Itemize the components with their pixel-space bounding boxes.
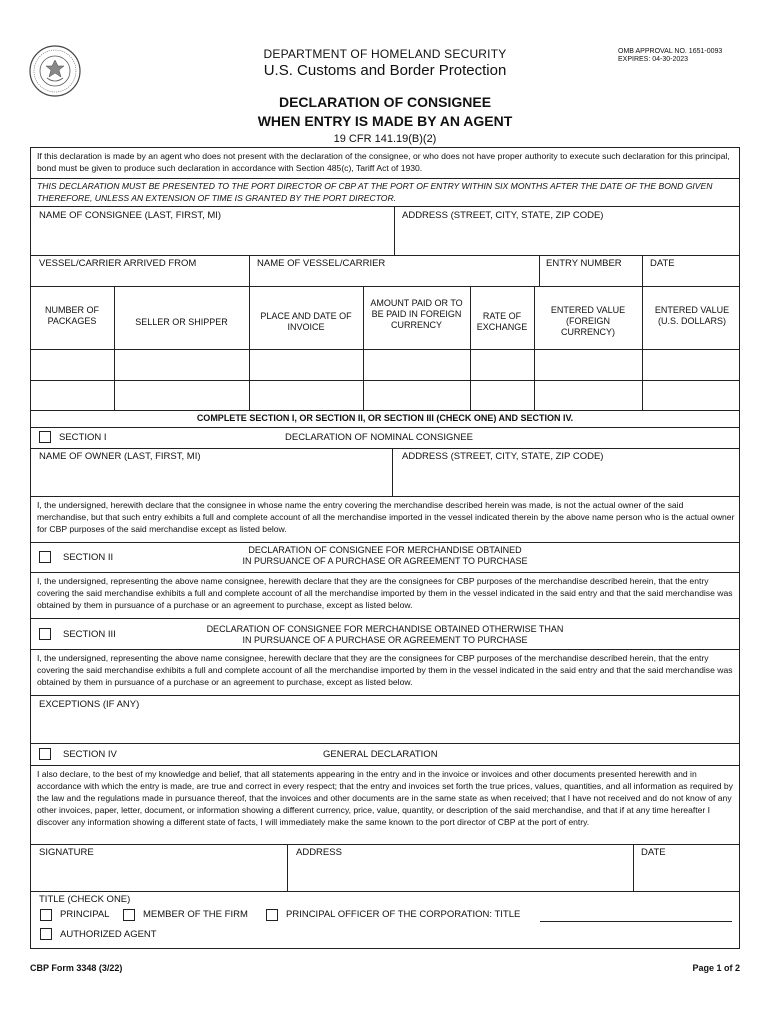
section-1-label: SECTION I bbox=[59, 432, 107, 443]
th-entered-foreign: ENTERED VALUE (FOREIGN CURRENCY) bbox=[550, 305, 626, 337]
officer-title-line[interactable] bbox=[540, 921, 732, 922]
section-2-text: I, the undersigned, representing the above name consignee, herewith declare that they are the consignees for CBP purposes of the merchandise described herein, that the entry covering the said merchandise exhibits a full and complete account of all the merchandise imported by them in the vessel indicated in the said entry and that the said merchandise was obtained by them in pursuance of a purchase or an agreement to purchase, except as listed below. bbox=[37, 576, 733, 610]
section-4-label: SECTION IV bbox=[63, 749, 117, 760]
department-name: DEPARTMENT OF HOMELAND SECURITY bbox=[263, 47, 507, 61]
section-3-label: SECTION III bbox=[63, 629, 116, 640]
section-2-title bbox=[180, 545, 590, 567]
intro-text: If this declaration is made by an agent who does not present with the declaration of the consignee, or who does not have proper authority to execute such declaration for this principal, bond must be given to produce such declaration in accordance with Section 485(c), Tariff Act of 1930. bbox=[37, 151, 730, 173]
th-packages: NUMBER OF PACKAGES bbox=[45, 305, 99, 326]
form-title-line1: DECLARATION OF CONSIGNEE bbox=[278, 94, 492, 110]
signature-date-label: DATE bbox=[641, 847, 666, 858]
declaration-form bbox=[30, 147, 740, 949]
title-check-label: TITLE (CHECK ONE) bbox=[39, 894, 131, 905]
principal-label: PRINCIPAL bbox=[60, 909, 110, 920]
agency-name: U.S. Customs and Border Protection bbox=[263, 62, 507, 79]
signature-input[interactable] bbox=[38, 859, 282, 887]
section-3-title-line1: DECLARATION OF CONSIGNEE FOR MERCHANDISE OBTAINED OTHERWISE THAN bbox=[206, 624, 564, 634]
consignee-address-label: ADDRESS (STREET, CITY, STATE, ZIP CODE) bbox=[402, 210, 604, 221]
consignee-name-input[interactable] bbox=[38, 222, 388, 252]
section-4-title: GENERAL DECLARATION bbox=[323, 749, 438, 760]
omb-expires: EXPIRES: 04-30-2023 bbox=[618, 56, 689, 63]
principal-checkbox[interactable] bbox=[40, 909, 52, 921]
section-2-label: SECTION II bbox=[63, 552, 114, 563]
section-3-text: I, the undersigned, representing the above name consignee, herewith declare that they are the consignees for CBP purposes of the merchandise described herein, that the entry covering the said merchandise exhibits a full and complete account of all the merchandise imported by them in the vessel indicated in the said entry and that the said merchandise was obtained by them in pursuance of a purchase or an agreement to purchase, except as listed below. bbox=[37, 653, 733, 687]
th-rate: RATE OF EXCHANGE bbox=[476, 311, 528, 332]
section-1-checkbox[interactable] bbox=[39, 431, 51, 443]
vessel-from-label: VESSEL/CARRIER ARRIVED FROM bbox=[39, 258, 197, 269]
authorized-agent-label: AUTHORIZED AGENT bbox=[60, 929, 157, 940]
cfr-reference: 19 CFR 141.19(B)(2) bbox=[333, 133, 437, 145]
section-3-title bbox=[155, 624, 615, 646]
section-2-checkbox[interactable] bbox=[39, 551, 51, 563]
section-3-title-line2: IN PURSUANCE OF A PURCHASE OR AGREEMENT TO PURCHASE bbox=[242, 635, 528, 645]
vessel-name-label: NAME OF VESSEL/CARRIER bbox=[257, 258, 386, 269]
section-1-text: I, the undersigned, herewith declare that the consignee in whose name the entry covering the merchandise described herein was made, is not the actual owner of the said merchandise, but that such entry exhibits a full and complete account of all the merchandise imported in the vessel indicated therein by the above name person who is the actual owner for CBP purposes of the said merchandise except as listed below. bbox=[37, 500, 735, 534]
owner-address-label: ADDRESS (STREET, CITY, STATE, ZIP CODE) bbox=[402, 451, 604, 462]
date-label: DATE bbox=[650, 258, 675, 269]
principal-officer-checkbox[interactable] bbox=[266, 909, 278, 921]
omb-number: OMB APPROVAL NO. 1651-0093 bbox=[618, 48, 723, 55]
form-title-line2: WHEN ENTRY IS MADE BY AN AGENT bbox=[257, 113, 513, 129]
section-3-checkbox[interactable] bbox=[39, 628, 51, 640]
member-firm-checkbox[interactable] bbox=[123, 909, 135, 921]
entry-number-label: ENTRY NUMBER bbox=[546, 258, 622, 269]
exceptions-input[interactable] bbox=[38, 712, 732, 740]
member-firm-label: MEMBER OF THE FIRM bbox=[143, 909, 248, 920]
th-entered-usd: ENTERED VALUE (U.S. DOLLARS) bbox=[654, 305, 730, 326]
signature-label: SIGNATURE bbox=[39, 847, 94, 858]
principal-officer-label: PRINCIPAL OFFICER OF THE CORPORATION: TITLE bbox=[286, 909, 521, 920]
dhs-seal-icon bbox=[28, 44, 82, 98]
complete-instruction: COMPLETE SECTION I, OR SECTION II, OR SECTION III (CHECK ONE) AND SECTION IV. bbox=[196, 413, 574, 423]
section-4-checkbox[interactable] bbox=[39, 748, 51, 760]
th-amount: AMOUNT PAID OR TO BE PAID IN FOREIGN CURRENCY bbox=[370, 298, 463, 330]
th-place-date: PLACE AND DATE OF INVOICE bbox=[260, 311, 352, 332]
signature-address-input[interactable] bbox=[294, 859, 628, 887]
exceptions-label: EXCEPTIONS (IF ANY) bbox=[39, 699, 140, 710]
notice-text: THIS DECLARATION MUST BE PRESENTED TO THE PORT DIRECTOR OF CBP AT THE PORT OF ENTRY WITHIN SIX MONTHS AFTER THE DATE OF THE BOND GIVEN THEREFORE, UNLESS AN EXTENSION OF TIME IS GRANTED BY THE PORT DIRECTOR. bbox=[37, 181, 713, 203]
section-2-title-line2: IN PURSUANCE OF A PURCHASE OR AGREEMENT TO PURCHASE bbox=[242, 556, 528, 566]
page-number: Page 1 of 2 bbox=[692, 963, 740, 973]
section-4-text: I also declare, to the best of my knowledge and belief, that all statements appearing in the entry and in the invoice or invoices and other documents presented herewith and in accordance with which the entry is made, are true and correct in every respect; that the entry and invoices set forth the true prices, values, quantities, and all information as required by the law and the regulations made in pursuance thereof, that the invoices and other documents are in the same state as when received; that I have not received and do not know of any other invoices, paper, letter, document, or information showing a different currency, price, value, quantity, or description of the said merchandise, and that if at any time hereafter I discover any information showing a different state of facts, I will immediately make the same known to the port director of CBP at the port of entry. bbox=[37, 769, 733, 827]
section-2-title-line1: DECLARATION OF CONSIGNEE FOR MERCHANDISE OBTAINED bbox=[248, 545, 522, 555]
section-1-title: DECLARATION OF NOMINAL CONSIGNEE bbox=[285, 432, 473, 443]
omb-approval bbox=[618, 48, 722, 64]
authorized-agent-checkbox[interactable] bbox=[40, 928, 52, 940]
signature-address-label: ADDRESS bbox=[296, 847, 342, 858]
owner-name-label: NAME OF OWNER (LAST, FIRST, MI) bbox=[39, 451, 201, 462]
signature-date-input[interactable] bbox=[640, 859, 735, 887]
th-seller: SELLER OR SHIPPER bbox=[135, 317, 228, 327]
consignee-name-label: NAME OF CONSIGNEE (LAST, FIRST, MI) bbox=[39, 210, 222, 221]
consignee-address-input[interactable] bbox=[402, 222, 734, 252]
form-id: CBP Form 3348 (3/22) bbox=[30, 963, 123, 973]
